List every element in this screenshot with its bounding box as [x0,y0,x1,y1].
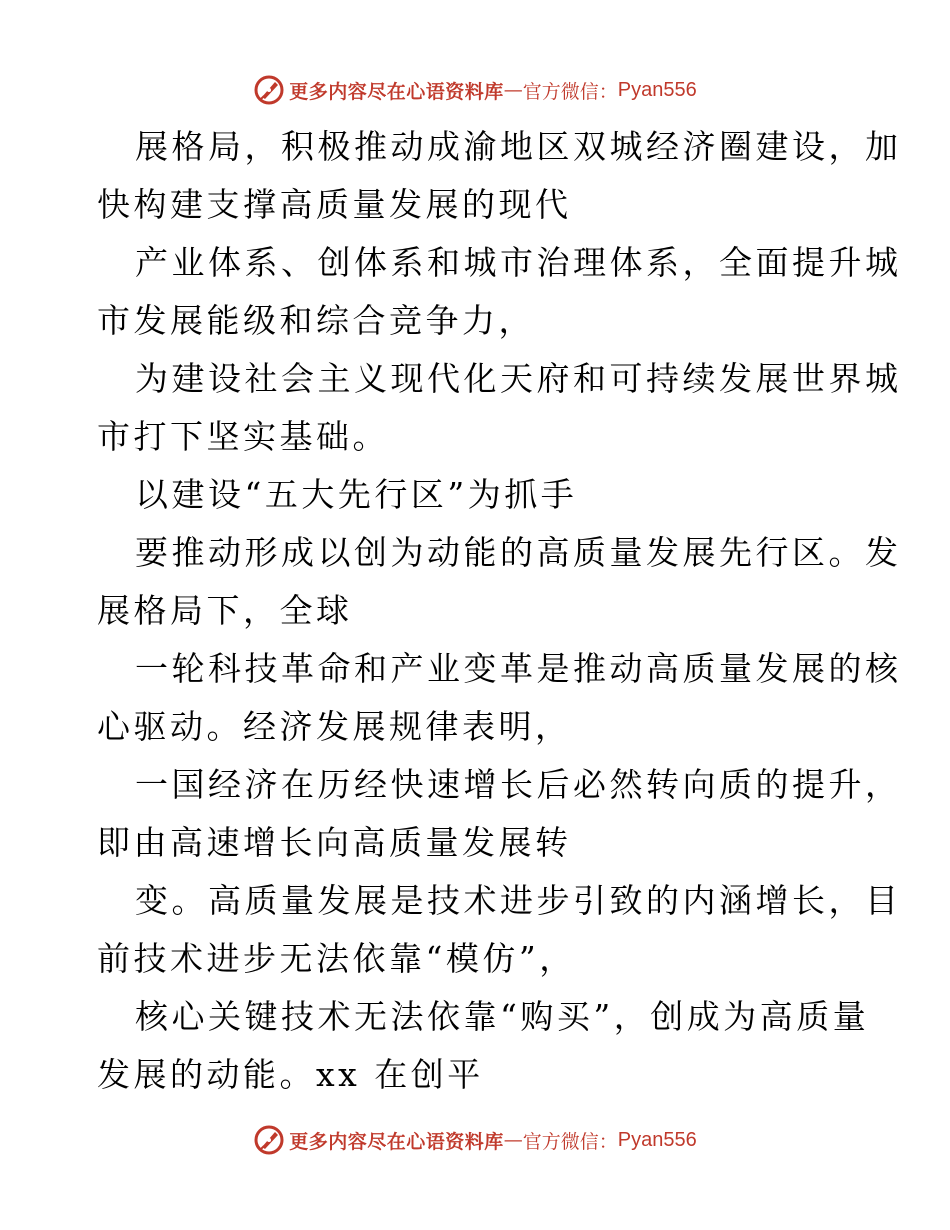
body-line: 即由高速增长向高质量发展转 [97,823,572,862]
header-banner [0,70,950,110]
footer-dash: — [503,1129,523,1151]
body-line: 发展的动能。xx 在创平 [97,1055,484,1094]
footer-banner [0,1120,950,1160]
body-line: 前技术进步无法依靠“模仿”， [97,939,576,978]
header-site-name: 更多内容尽在心语资料库 [289,80,504,103]
body-line: 一国经济在历经快速增长后必然转向质的提升， [135,765,902,804]
body-line: 以建设“五大先行区”为抓手 [135,475,578,514]
footer-wechat-id: Pyan556 [617,1128,697,1151]
body-line: 一轮科技革命和产业变革是推动高质量发展的核 [135,649,902,688]
body-line: 核心关键技术无法依靠“购买”，创成为高质量 [135,997,870,1036]
body-line: 市发展能级和综合竞争力， [97,301,535,340]
header-wechat-id: Pyan556 [617,78,697,101]
body-line: 心驱动。经济发展规律表明， [97,707,572,746]
body-line: 要推动形成以创为动能的高质量发展先行区。发 [135,533,902,572]
quill-pen-logo-icon [253,1124,285,1156]
footer-site-name: 更多内容尽在心语资料库 [289,1130,504,1153]
header-dash: — [503,79,523,101]
footer-wechat-label: 官方微信： [522,1130,618,1153]
body-line: 展格局，积极推动成渝地区双城经济圈建设，加 [135,127,902,166]
body-line: 变。高质量发展是技术进步引致的内涵增长，目 [135,881,902,920]
header-wechat-label: 官方微信： [522,80,618,103]
body-line: 快构建支撑高质量发展的现代 [97,185,572,224]
quill-pen-logo-icon [253,74,285,106]
body-line: 产业体系、创体系和城市治理体系，全面提升城 [135,243,902,282]
body-line: 市打下坚实基础。 [97,417,389,456]
body-line: 展格局下，全球 [97,591,353,630]
body-line: 为建设社会主义现代化天府和可持续发展世界城 [135,359,902,398]
document-body [97,118,902,1104]
